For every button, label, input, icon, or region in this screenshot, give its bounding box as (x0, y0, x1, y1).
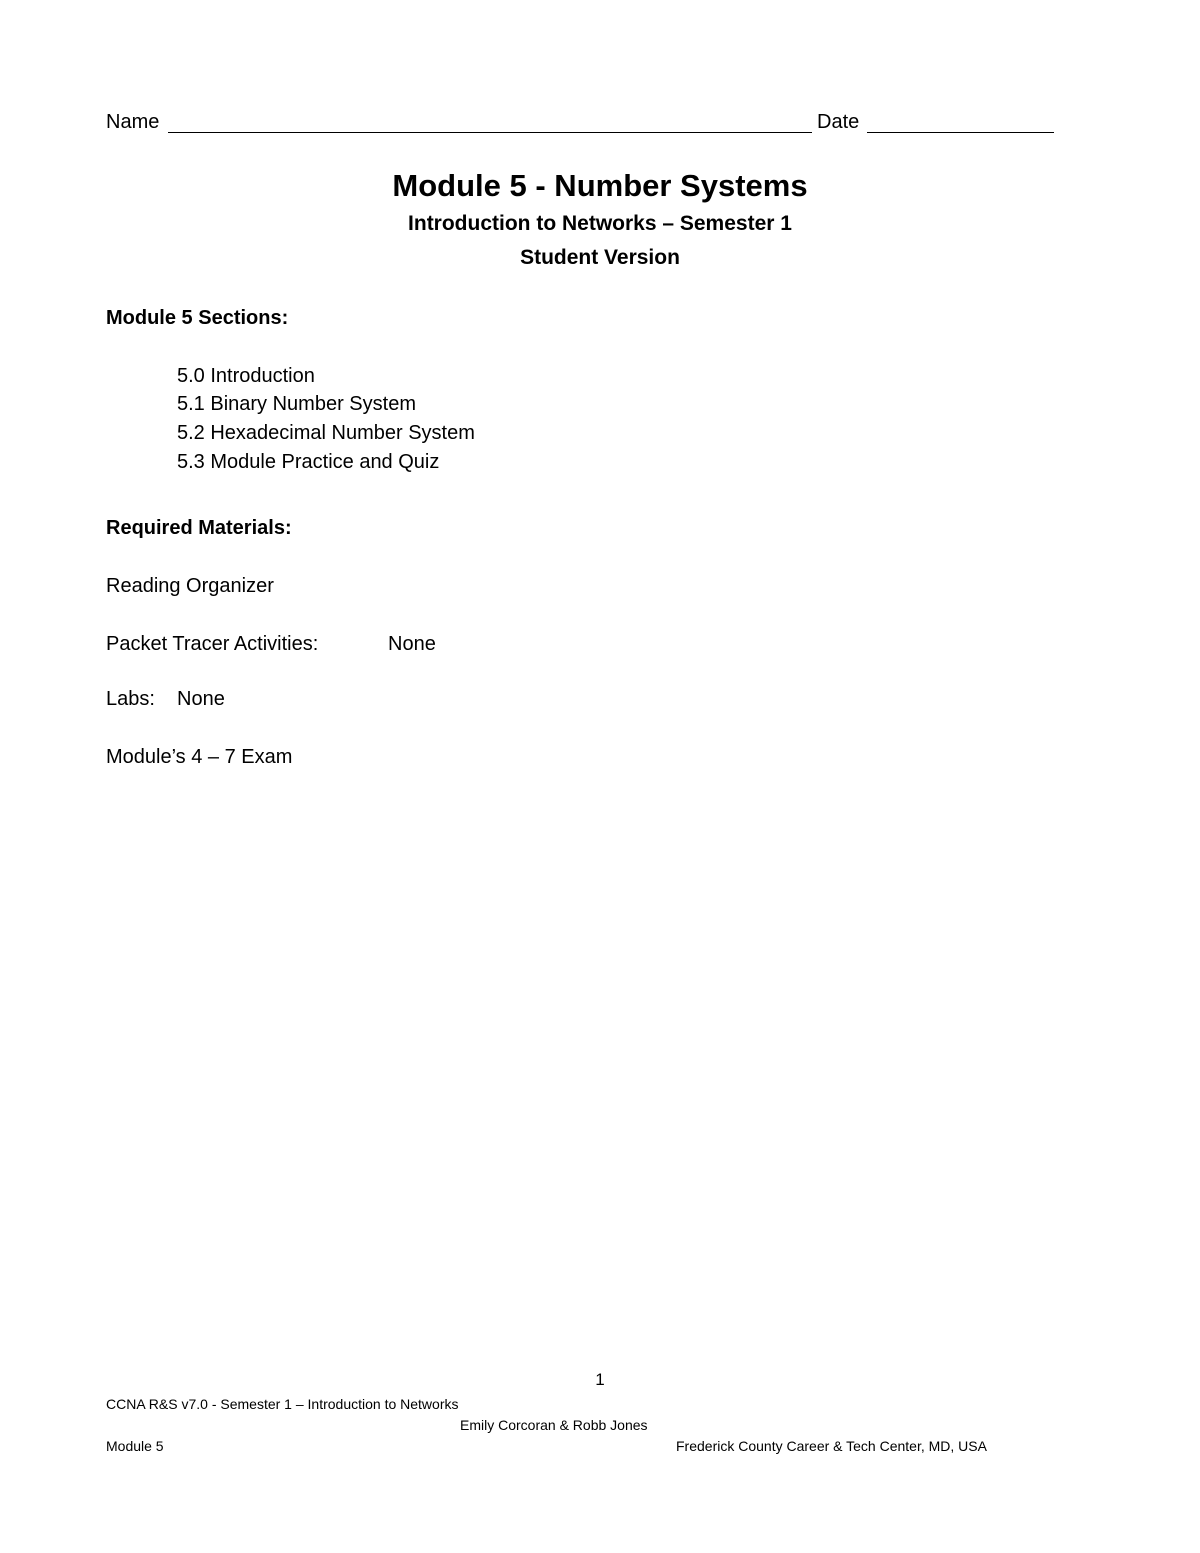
footer-module: Module 5 (106, 1438, 164, 1454)
labs-value: None (177, 688, 225, 710)
labs-label: Labs: (106, 688, 155, 710)
footer-authors: Emily Corcoran & Robb Jones (460, 1417, 648, 1433)
packet-tracer-label: Packet Tracer Activities: (106, 633, 319, 655)
page-number: 1 (595, 1370, 605, 1389)
footer-school: Frederick County Career & Tech Center, MD, USA (676, 1438, 987, 1454)
date-blank-line (867, 132, 1054, 133)
section-item: 5.2 Hexadecimal Number System (177, 422, 475, 444)
exam-item: Module’s 4 – 7 Exam (106, 746, 293, 768)
section-item: 5.1 Binary Number System (177, 393, 416, 415)
document-title: Module 5 - Number Systems (392, 168, 808, 203)
packet-tracer-value: None (388, 633, 436, 655)
name-blank-line (168, 132, 812, 133)
reading-organizer: Reading Organizer (106, 575, 274, 597)
materials-heading: Required Materials: (106, 517, 292, 539)
date-label: Date (817, 111, 860, 133)
sections-heading: Module 5 Sections: (106, 307, 289, 329)
section-item: 5.3 Module Practice and Quiz (177, 451, 440, 473)
document-version: Student Version (520, 246, 680, 269)
name-label: Name (106, 111, 160, 133)
section-item: 5.0 Introduction (177, 365, 315, 387)
footer-course: CCNA R&S v7.0 - Semester 1 – Introduction to Networks (106, 1396, 459, 1412)
document-subtitle: Introduction to Networks – Semester 1 (408, 212, 792, 235)
